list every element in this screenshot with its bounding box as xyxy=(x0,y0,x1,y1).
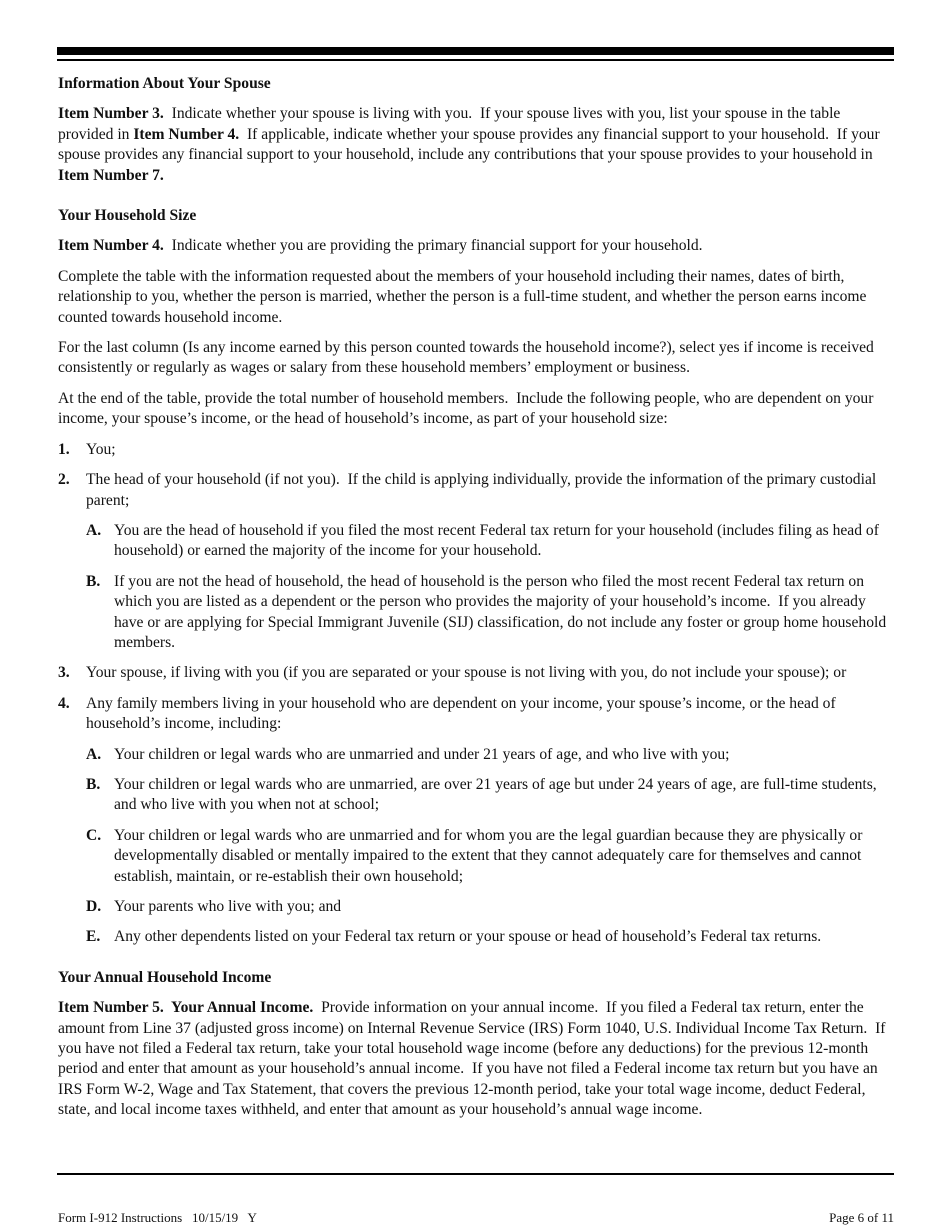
spouse-heading: Information About Your Spouse xyxy=(58,75,271,92)
income-heading: Your Annual Household Income xyxy=(58,968,272,986)
household-heading: Your Household Size xyxy=(58,207,197,225)
household-paragraph-4: At the end of the table, provide the total number of household members. Include the following people, who are dependent on your income, your spouse’s income, or the head of household’s income, as part of your household size: xyxy=(58,389,878,428)
form-identifier: Form I-912 Instructions 10/15/19 Y xyxy=(58,1210,257,1225)
household-paragraph-2: Complete the table with the information requested about the members of your household including their names, dates of birth, relationship to you, whether the person is married, whether the person is a full-time student, and whether the person earns income counted towards household income. xyxy=(58,267,867,326)
sub-list-item: B. Your children or legal wards who are unmarried, are over 21 years of age but under 24 years of age, are full-time students, and who live with you when not at school; xyxy=(86,775,877,814)
footer-rule xyxy=(57,1173,894,1175)
header-rule-thin xyxy=(57,59,894,61)
sub-list-item: B. If you are not the head of household, the head of household is the person who filed the most recent Federal tax return on which you are listed as a dependent or the person who provides the majority of your household’s income. If you already have or are applying for Special Immigrant Juvenile (SIJ) classification, do not include any foster or group home household members. xyxy=(86,572,891,651)
document-body xyxy=(58,74,898,1131)
sub-list-item: D. Your parents who live with you; and xyxy=(86,898,342,915)
list-item: 3. Your spouse, if living with you (if you are separated or your spouse is not living with you, do not include your spouse); or xyxy=(58,664,847,682)
household-paragraph-1: Item Number 4. Indicate whether you are providing the primary financial support for your household. xyxy=(58,237,703,255)
income-paragraph: Item Number 5. Your Annual Income. Provide information on your annual income. If you filed a Federal tax return, enter the amount from Line 37 (adjusted gross income) on Internal Revenue Service (IRS) Form 1040, U.S. Individual Income Tax Return. If you have not filed a Federal tax return, take your total household wage income (before any deductions) for the previous 12-month period and enter that amount as your household’s annual income. If you have not filed a Federal income tax return but you have an IRS Form W-2, Wage and Tax Statement, that covers the previous 12-month period, take your total wage income, deduct Federal, state, and local income taxes withheld, and enter that amount as your household’s annual wage income. xyxy=(58,999,890,1119)
sub-list-item: E. Any other dependents listed on your Federal tax return or your spouse or head of household’s Federal tax returns. xyxy=(86,928,822,946)
sub-list-item: A. Your children or legal wards who are unmarried and under 21 years of age, and who live with you; xyxy=(86,745,730,763)
list-item: 4. Any family members living in your household who are dependent on your income, your spouse’s income, or the head of household’s income, including: xyxy=(58,694,836,733)
spouse-paragraph: Item Number 3. Indicate whether your spouse is living with you. If your spouse lives with you, list your spouse in the table provided in Item Number 4. If applicable, indicate whether your spouse provides any financial support to your household. If your spouse provides any financial support to your household, include any contributions that your spouse provides to your household in Item Number 7. xyxy=(58,105,884,184)
sub-list-item: A. You are the head of household if you filed the most recent Federal tax return for your household (includes filing as head of household) or earned the majority of the income for your household. xyxy=(86,521,879,560)
page-number: Page 6 of 11 xyxy=(829,1210,894,1225)
sub-list-item: C. Your children or legal wards who are unmarried and for whom you are the legal guardian because they are physically or developmentally disabled or mentally impaired to the extent that they cannot adequately care for themselves and cannot establish, maintain, or re-establish their own household; xyxy=(86,826,863,885)
list-item: 2. The head of your household (if not you). If the child is applying individually, provide the information of the primary custodial parent; xyxy=(58,471,881,509)
household-paragraph-3: For the last column (Is any income earned by this person counted towards the household income?), select yes if income is received consistently or regularly as wages or salary from these household members’ employment or business. xyxy=(58,339,874,377)
header-rule-thick xyxy=(57,47,894,55)
list-item: 1. You; xyxy=(58,440,116,458)
